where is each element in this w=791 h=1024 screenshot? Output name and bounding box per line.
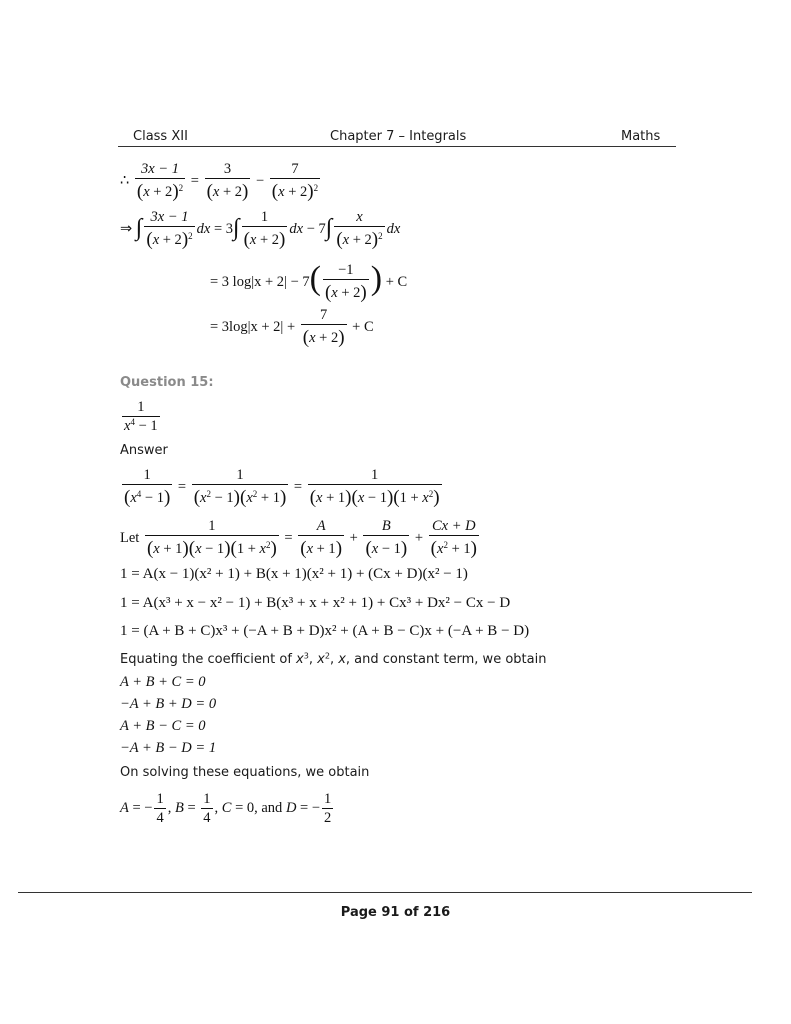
equation-3: 1 = (A + B + C)x³ + (−A + B + D)x² + (A + B − C)x + (−A + B − D) xyxy=(120,623,530,639)
math-therefore-line: ∴ $\frac{3x - 1}{(x + 2)^2}$ = $\frac{3}{(x + 2)}$ − $\frac{7}{(x + 2)^2}$ xyxy=(120,161,319,203)
therefore-symbol: ∴ xyxy=(120,172,130,189)
let-word: Let xyxy=(120,529,140,546)
math-result-line-2: = 3log|x + 2| + $\frac{7}{(x + 2)}$ + C xyxy=(210,307,374,349)
answer-label: Answer xyxy=(120,443,168,458)
question-expression: $\frac{1}{x^4 - 1}$ xyxy=(124,399,158,435)
header-class: Class XII xyxy=(133,129,188,144)
system-equation-2: −A + B + D = 0 xyxy=(120,696,217,712)
header-chapter: Chapter 7 – Integrals xyxy=(330,129,467,144)
system-equation-1: A + B + C = 0 xyxy=(120,674,206,690)
result-2-text: = 3log|x + 2| + xyxy=(210,318,296,335)
math-result-line-1: = 3 log|x + 2| − 7( $\frac{-1}{(x + 2)}$ ) + C xyxy=(210,260,408,304)
header-rule xyxy=(118,146,676,147)
solving-text: On solving these equations, we obtain xyxy=(120,765,370,780)
question-label: Question 15: xyxy=(120,375,214,390)
coefficient-text: Equating the coefficient of $x^3$, $x^2$, x, and constant term, we obtain xyxy=(120,651,547,667)
math-integral-line: ⇒ ∫ $\frac{3x - 1}{(x + 2)^2}$ dx = 3∫ $\frac{1}{(x + 2)}$ dx − 7∫ $\frac{x}{(x + 2)^2}$ dx xyxy=(120,209,401,251)
system-equation-3: A + B − C = 0 xyxy=(120,718,206,734)
math-factor-line: $\frac{1}{(x^4 - 1)}$ = $\frac{1}{(x^2 - 1)(x^2 + 1)}$ = $\frac{1}{(x + 1)(x - 1)(1 + x^2)}$ xyxy=(124,467,440,509)
implies-symbol: ⇒ xyxy=(120,220,133,237)
plus-c-2: + C xyxy=(352,318,374,335)
math-solution-line: A = − $\frac{1}{4}$ , B = $\frac{1}{4}$ , C = 0, and D = − $\frac{1}{2}$ xyxy=(120,791,332,827)
coef-pre: Equating the coefficient of xyxy=(120,652,297,667)
plus-c-1: + C xyxy=(385,274,408,290)
math-partial-fraction-line: Let $\frac{1}{(x + 1)(x - 1)(1 + x^2)}$ = $\frac{A}{(x + 1)}$ + $\frac{B}{(x - 1)}$ + $\frac{Cx + D}{(x^2 + 1)}$ xyxy=(120,518,477,560)
system-equation-4: −A + B − D = 1 xyxy=(120,740,217,756)
coef-post: , and constant term, we obtain xyxy=(345,652,547,667)
header-subject: Maths xyxy=(621,129,661,144)
footer-rule xyxy=(18,892,752,893)
equation-2: 1 = A(x³ + x − x² − 1) + B(x³ + x + x² + 1) + Cx³ + Dx² − Cx − D xyxy=(120,595,511,611)
page-number: Page 91 of 216 xyxy=(340,905,451,920)
equation-1: 1 = A(x − 1)(x² + 1) + B(x + 1)(x² + 1) + (Cx + D)(x² − 1) xyxy=(120,566,468,582)
result-1-text: = 3 log|x + 2| − 7 xyxy=(210,274,310,290)
